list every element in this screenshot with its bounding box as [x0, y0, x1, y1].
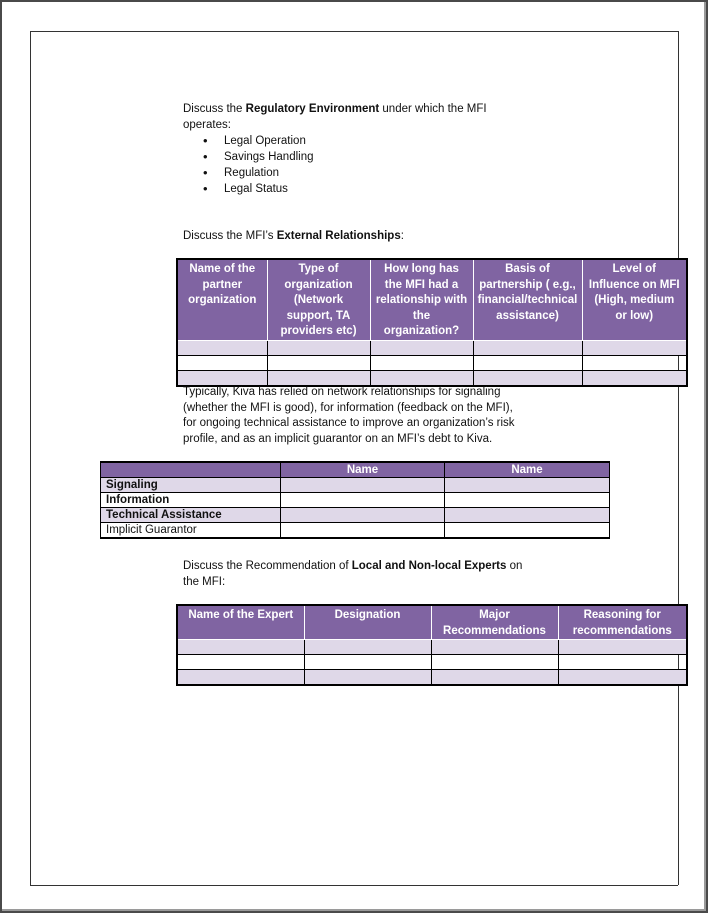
bullet-item: • Savings Handling — [203, 149, 314, 165]
table-row — [177, 370, 687, 386]
kiva-line: Typically, Kiva has relied on network relationships for signaling — [183, 386, 501, 398]
regulatory-paragraph — [183, 101, 503, 133]
external-bold: External Relationships — [276, 230, 401, 242]
network-relationships-table — [100, 461, 610, 539]
table-cell[interactable] — [177, 640, 304, 655]
table-cell[interactable] — [431, 640, 558, 655]
table-row — [101, 478, 610, 493]
table-cell[interactable] — [445, 523, 610, 539]
table2-header-name: Name — [445, 462, 610, 478]
regulatory-post: under which the MFI — [379, 103, 487, 115]
table-row — [177, 355, 687, 370]
table-row — [177, 640, 687, 655]
regulatory-bold: Regulatory Environment — [245, 103, 380, 115]
regulatory-line2: operates: — [183, 119, 231, 131]
bullet-item: • Legal Status — [203, 181, 314, 197]
table-cell[interactable] — [281, 523, 445, 539]
table-cell[interactable] — [558, 640, 687, 655]
external-relationships-heading — [183, 228, 404, 244]
table1-header-duration: How long has the MFI had a relationship with the organization? — [370, 259, 473, 340]
row-label-signaling: Signaling — [101, 478, 281, 493]
table-cell[interactable] — [558, 655, 687, 670]
table-cell[interactable] — [177, 340, 267, 355]
table-row — [101, 493, 610, 508]
table-cell[interactable] — [473, 370, 582, 386]
kiva-line: profile, and as an implicit guarantor on an MFI’s debt to Kiva. — [183, 432, 493, 445]
table-cell[interactable] — [281, 508, 445, 523]
external-pre: Discuss the MFI’s — [183, 230, 277, 242]
table-cell[interactable] — [304, 655, 431, 670]
table1-header-partner: Name of the partner organization — [177, 259, 267, 340]
table-cell[interactable] — [582, 355, 687, 370]
external-relationships-table — [176, 258, 688, 387]
table-cell[interactable] — [281, 493, 445, 508]
table-cell[interactable] — [445, 493, 610, 508]
bullet-item: • Legal Operation — [203, 133, 314, 149]
page-margin-guide-left — [30, 31, 31, 885]
table2-header-blank — [101, 462, 281, 478]
experts-table — [176, 604, 688, 686]
table-row — [177, 670, 687, 686]
row-label-implicit-guarantor: Implicit Guarantor — [101, 523, 281, 539]
page-margin-guide-bottom — [30, 885, 678, 886]
table-row — [101, 508, 610, 523]
page-margin-guide-right — [678, 31, 679, 885]
table-cell[interactable] — [473, 340, 582, 355]
table-cell[interactable] — [177, 370, 267, 386]
table-cell[interactable] — [445, 478, 610, 493]
table-cell[interactable] — [370, 340, 473, 355]
table-cell[interactable] — [281, 478, 445, 493]
table-cell[interactable] — [431, 670, 558, 686]
table-cell[interactable] — [267, 370, 370, 386]
table-cell[interactable] — [267, 355, 370, 370]
bullet-item: • Regulation — [203, 165, 314, 181]
table3-header-designation: Designation — [304, 605, 431, 640]
row-label-information: Information — [101, 493, 281, 508]
kiva-paragraph — [183, 385, 543, 447]
table1-header-influence: Level of Influence on MFI (High, medium or low) — [582, 259, 687, 340]
table-cell[interactable] — [370, 355, 473, 370]
regulatory-bullet-list — [203, 133, 314, 197]
experts-paragraph — [183, 558, 523, 590]
table-cell[interactable] — [558, 670, 687, 686]
page-margin-guide-top — [30, 31, 678, 32]
table-cell[interactable] — [304, 670, 431, 686]
experts-post: on — [506, 560, 523, 572]
table-cell[interactable] — [267, 340, 370, 355]
table1-header-basis: Basis of partnership ( e.g., financial/technical assistance) — [473, 259, 582, 340]
kiva-line: for ongoing technical assistance to improve an organization’s risk — [183, 417, 515, 429]
row-label-technical-assistance: Technical Assistance — [101, 508, 281, 523]
table-cell[interactable] — [304, 640, 431, 655]
regulatory-pre: Discuss the — [183, 103, 246, 115]
experts-pre: Discuss the Recommendation of — [183, 560, 352, 572]
table3-header-expert-name: Name of the Expert — [177, 605, 304, 640]
table-cell[interactable] — [431, 655, 558, 670]
table-cell[interactable] — [473, 355, 582, 370]
experts-line2: the MFI: — [183, 576, 226, 588]
external-post: : — [400, 230, 404, 242]
table-cell[interactable] — [445, 508, 610, 523]
table2-header-name: Name — [281, 462, 445, 478]
table3-header-recommendations: Major Recommendations — [431, 605, 558, 640]
table-cell[interactable] — [177, 655, 304, 670]
table-cell[interactable] — [177, 355, 267, 370]
table-cell[interactable] — [370, 370, 473, 386]
kiva-line: (whether the MFI is good), for information (feedback on the MFI), — [183, 401, 513, 414]
table-row — [177, 340, 687, 355]
table-row — [177, 655, 687, 670]
table-cell[interactable] — [582, 370, 687, 386]
table-row — [101, 523, 610, 539]
table-cell[interactable] — [582, 340, 687, 355]
table-cell[interactable] — [177, 670, 304, 686]
table1-header-type: Type of organization (Network support, TA providers etc) — [267, 259, 370, 340]
experts-bold: Local and Non-local Experts — [351, 560, 507, 572]
table3-header-reasoning: Reasoning for recommendations — [558, 605, 687, 640]
